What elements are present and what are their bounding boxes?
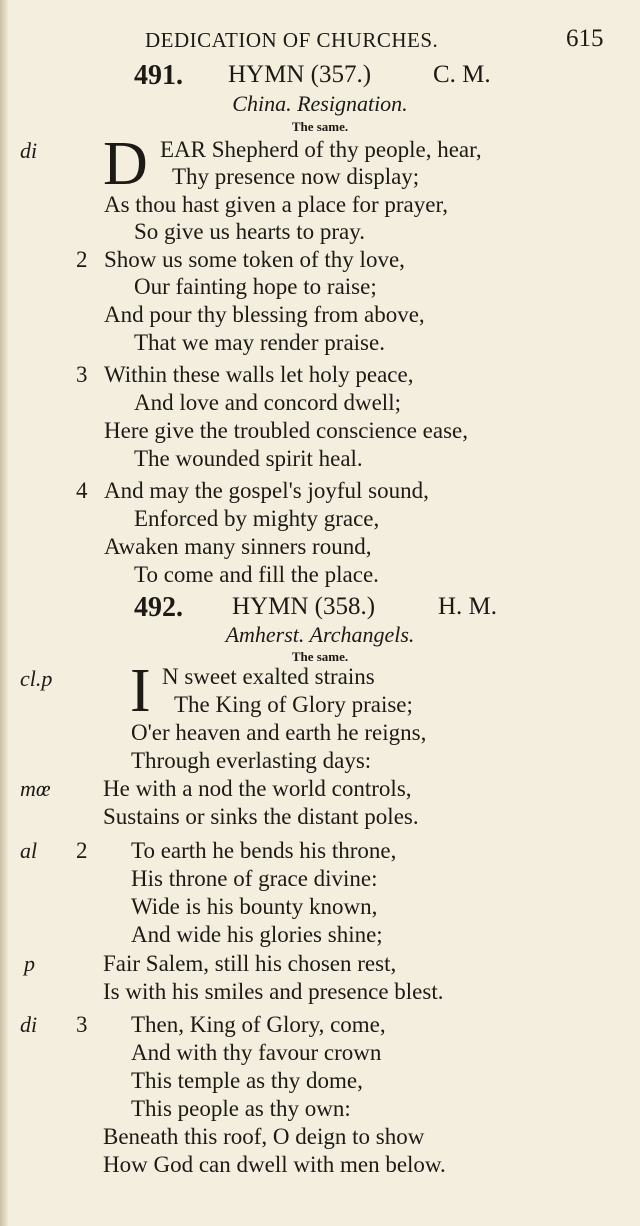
performance-mark: p — [24, 951, 35, 976]
verse-line: That we may render praise. — [134, 330, 385, 355]
verse-number: 3 — [76, 1012, 88, 1037]
performance-mark: cl.p — [20, 666, 53, 691]
drop-cap: D — [103, 130, 148, 198]
verse-number: 2 — [76, 247, 88, 272]
hymn-number: 491. — [134, 60, 183, 91]
verse-line: Beneath this roof, O deign to show — [103, 1124, 425, 1149]
hymn-number: 492. — [134, 592, 183, 623]
hymn-metre: H. M. — [438, 593, 498, 620]
verse-line: Here give the troubled conscience ease, — [104, 418, 468, 443]
verse-line: Then, King of Glory, come, — [131, 1012, 386, 1037]
attribution: The same. — [291, 119, 349, 134]
verse-line: And love and concord dwell; — [134, 390, 401, 415]
verse-line: N sweet exalted strains — [162, 664, 375, 689]
verse-line: The King of Glory praise; — [174, 692, 413, 717]
performance-mark: al — [20, 838, 38, 863]
verse-line: This people as thy own: — [131, 1096, 351, 1121]
page-gutter — [0, 0, 8, 1226]
hymn-metre: C. M. — [433, 61, 491, 88]
verse-line: Through everlasting days: — [131, 748, 372, 773]
verse-line: Our fainting hope to raise; — [134, 274, 377, 299]
verse-line: Enforced by mighty grace, — [134, 506, 380, 531]
verse-line: And wide his glories shine; — [131, 922, 383, 947]
verse-number: 3 — [76, 362, 88, 387]
performance-mark: mœ — [20, 776, 51, 801]
attribution: The same. — [291, 649, 349, 664]
drop-cap: I — [130, 657, 151, 725]
verse-line: How God can dwell with men below. — [103, 1152, 446, 1177]
verse-line: He with a nod the world controls, — [103, 776, 412, 801]
verse-line: And with thy favour crown — [131, 1040, 382, 1065]
hymn-label: HYMN (357.) — [228, 61, 372, 88]
verse-line: Fair Salem, still his chosen rest, — [103, 951, 397, 976]
running-title: DEDICATION OF CHURCHES. — [145, 28, 439, 52]
verse-line: As thou hast given a place for prayer, — [104, 192, 448, 217]
verse-line: The wounded spirit heal. — [134, 446, 363, 471]
verse-line: EAR Shepherd of thy people, hear, — [160, 137, 482, 162]
tune-names: China. Resignation. — [232, 91, 408, 116]
verse-line: Wide is his bounty known, — [131, 894, 378, 919]
verse-line: His throne of grace divine: — [131, 866, 378, 891]
verse-line: Sustains or sinks the distant poles. — [103, 804, 419, 829]
tune-names: Amherst. Archangels. — [225, 622, 415, 647]
verse-line: So give us hearts to pray. — [134, 219, 366, 244]
verse-line: Is with his smiles and presence blest. — [103, 979, 444, 1004]
verse-line: Thy presence now display; — [172, 164, 420, 189]
verse-line: And pour thy blessing from above, — [104, 302, 425, 327]
verse-line: And may the gospel's joyful sound, — [104, 478, 429, 503]
verse-number: 4 — [76, 478, 88, 503]
verse-number: 2 — [76, 838, 88, 863]
page-header — [0, 25, 640, 60]
performance-mark: di — [20, 138, 38, 163]
verse-line: To come and fill the place. — [134, 562, 379, 587]
verse-line: This temple as thy dome, — [131, 1068, 363, 1093]
verse-line: Awaken many sinners round, — [104, 534, 372, 559]
verse-line: Within these walls let holy peace, — [104, 362, 414, 387]
hymn-label: HYMN (358.) — [232, 593, 376, 620]
performance-mark: di — [20, 1012, 38, 1037]
page-number: 615 — [566, 25, 604, 52]
verse-line: To earth he bends his throne, — [131, 838, 397, 863]
verse-line: Show us some token of thy love, — [104, 247, 405, 272]
verse-line: O'er heaven and earth he reigns, — [131, 720, 427, 745]
